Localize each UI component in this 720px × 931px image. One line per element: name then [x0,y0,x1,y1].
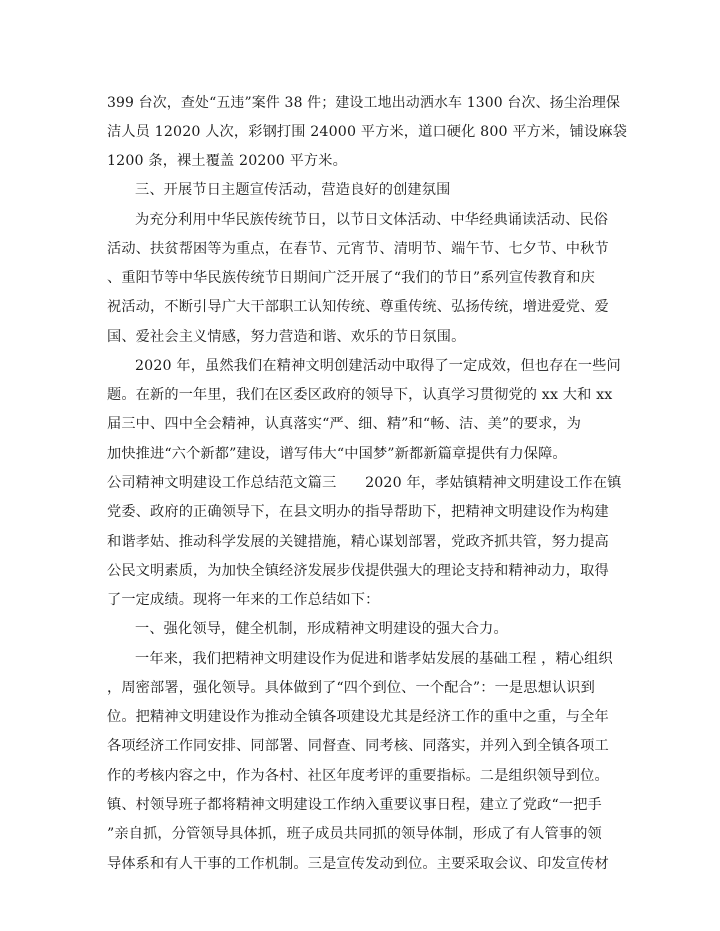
text-line: ，周密部署，强化领导。具体做到了“四个到位、一个配合”：一是思想认识到 [107,680,595,696]
text-line: ”亲自抓，分管领导具体抓，班子成员共同抓的领导体制，形成了有人管事的领 [107,826,602,842]
text-line: 位。把精神文明建设作为推动全镇各项建设尤其是经济工作的重中之重，与全年 [107,709,609,725]
text-line: 399 台次，查处“五违”案件 38 件；建设工地出动洒水车 1300 台次、扬尘治理保 [107,95,621,111]
text-line: 祝活动，不断引导广大干部职工认知传统、尊重传统、弘扬传统，增进爱党、爱 [107,299,609,315]
text-line: 题。在新的一年里，我们在区委区政府的领导下，认真学习贯彻党的 xx 大和 xx [107,387,613,403]
text-line: 党委、政府的正确领导下，在县文明办的指导帮助下，把精神文明建设作为构建 [107,504,609,520]
text-line: 导体系和有人干事的工作机制。三是宣传发动到位。主要采取会议、印发宣传材 [107,856,609,872]
text-line: 2020 年，虽然我们在精神文明创建活动中取得了一定成效，但也存在一些问 [135,358,621,374]
text-line: 洁人员 12020 人次，彩钢打围 24000 平方米，道口硬化 800 平方米，铺设麻袋 [107,124,628,140]
text-line: 一年来，我们把精神文明建设作为促进和谐孝姑发展的基础工程 ，精心组织 [135,651,613,667]
text-line: 了一定成绩。现将一年来的工作总结如下： [107,592,380,608]
text-line: 各项经济工作同安排、同部署、同督查、同考核、同落实，并列入到全镇各项工 [107,738,609,754]
text-line: 镇、村领导班子都将精神文明建设工作纳入重要议事日程，建立了党政“一把手 [107,797,602,813]
text-line: 公民文明素质，为加快全镇经济发展步伐提供强大的理论支持和精神动力，取得 [107,563,609,579]
text-line: 、重阳节等中华民族传统节日期间广泛开展了“我们的节日”系列宣传教育和庆 [107,270,595,286]
text-line: 为充分利用中华民族传统节日，以节日文体活动、中华经典诵读活动、民俗 [135,212,609,228]
text-line: 作的考核内容之中，作为各村、社区年度考评的重要指标。二是组织领导到位。 [107,768,609,784]
text-line: 和谐孝姑、推动科学发展的关键措施，精心谋划部署，党政齐抓共管，努力提高 [107,534,609,550]
text-line: 加快推进“六个新都”建设，谱写伟大“中国梦”新都新篇章提供有力保障。 [107,446,567,462]
text-line: 1200 条，裸土覆盖 20200 平方米。 [107,153,347,169]
article-title-line: 公司精神文明建设工作总结范文篇三 2020 年，孝姑镇精神文明建设工作在镇 [107,475,622,491]
text-line: 活动、扶贫帮困等为重点，在春节、元宵节、清明节、端午节、七夕节、中秋节 [107,241,609,257]
text-line: 国、爱社会主义情感，努力营造和谐、欢乐的节日氛围。 [107,329,466,345]
section-heading: 一、强化领导，健全机制，形成精神文明建设的强大合力。 [135,621,508,637]
section-heading: 三、开展节日主题宣传活动，营造良好的创建氛围 [135,182,451,198]
text-line: 届三中、四中全会精神，认真落实“严、细、精”和“畅、洁、美”的要求，为 [107,416,582,432]
